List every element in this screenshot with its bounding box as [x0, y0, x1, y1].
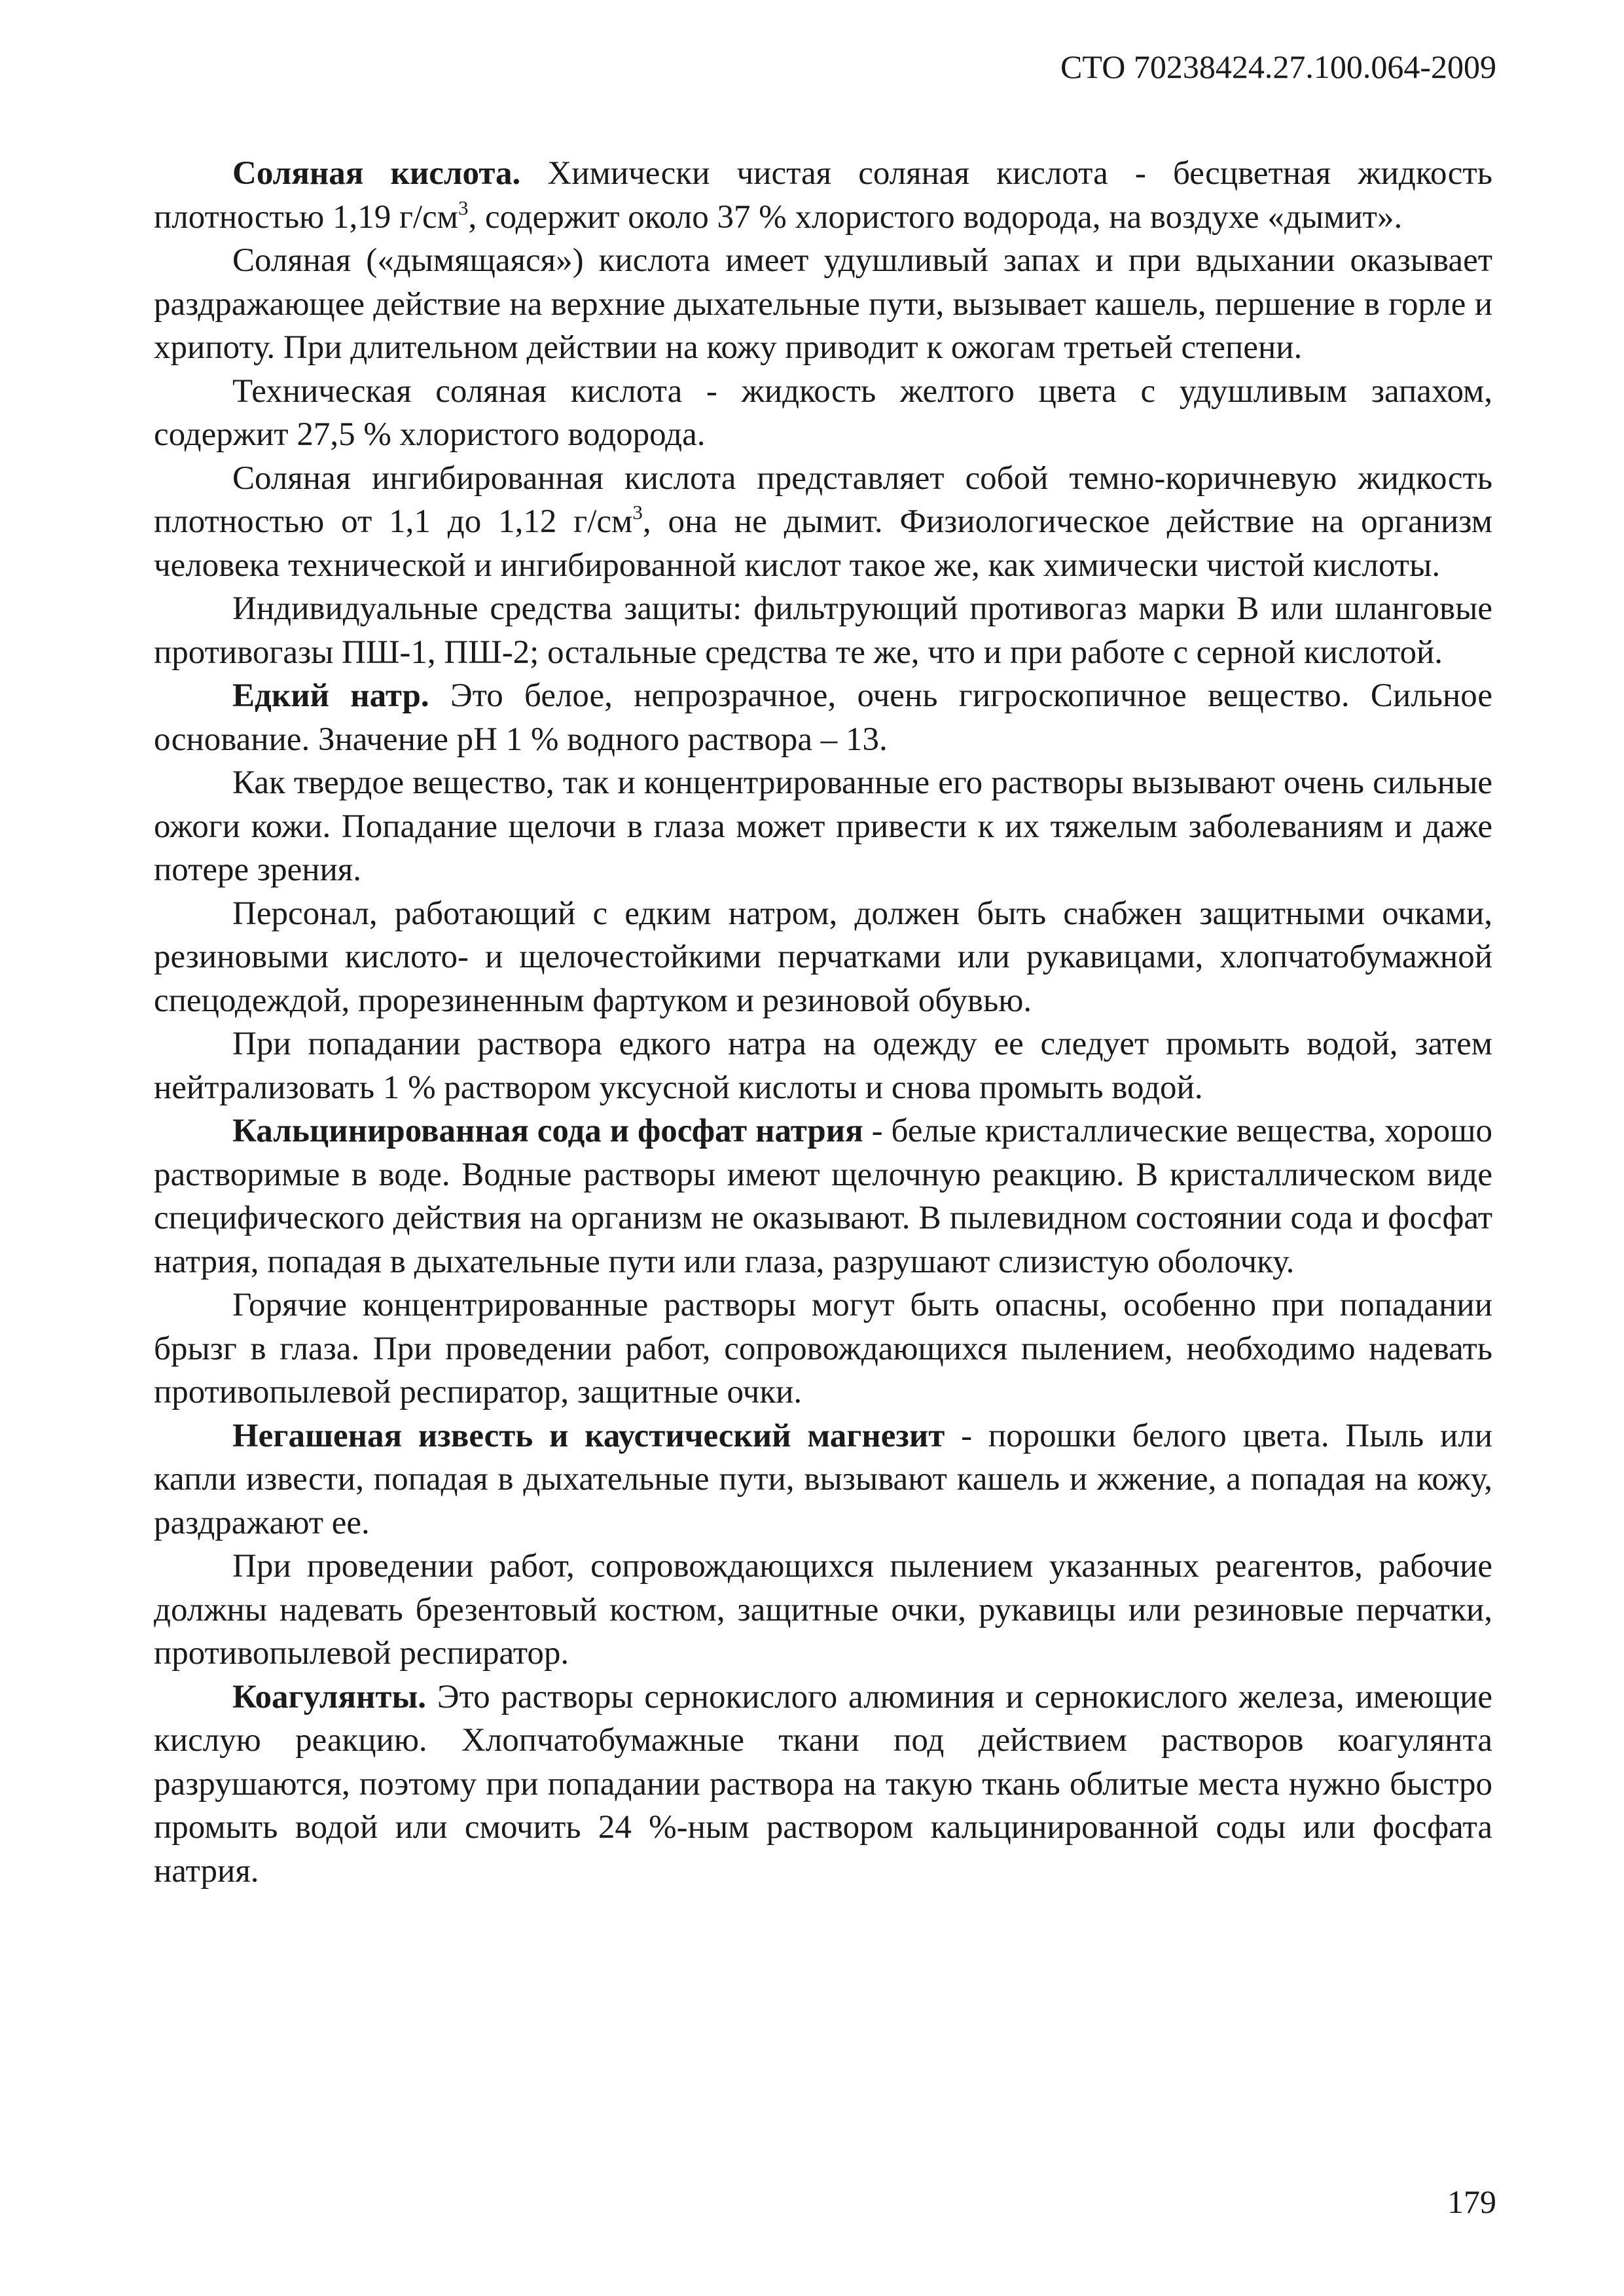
paragraph-text: Индивидуальные средства защиты: фильтрующий противогаз марки В или шланговые противогазы ПШ-1, ПШ-2; остальные средства те же, что и при работе с серной кислотой.	[154, 590, 1492, 671]
paragraph-fuming-acid	[154, 239, 1492, 370]
paragraph-text: Это белое, непрозрачное, очень гигроскопичное вещество. Сильное основание. Значение pH 1 % водного раствора – 13.	[154, 677, 1492, 758]
document-code: СТО 70238424.27.100.064-2009	[1060, 48, 1496, 85]
term-heading: Негашеная известь и каустический магнезит	[232, 1417, 945, 1454]
paragraph-technical-acid	[154, 370, 1492, 457]
paragraph-text: Техническая соляная кислота - жидкость желтого цвета с удушливым запахом, содержит 27,5 % хлористого водорода.	[154, 372, 1492, 453]
paragraph-caustic-burns	[154, 761, 1492, 892]
paragraph-protection-means	[154, 587, 1492, 674]
superscript: 3	[458, 196, 469, 219]
paragraph-coagulants	[154, 1676, 1492, 1893]
paragraph-hot-solutions	[154, 1283, 1492, 1414]
page-body	[154, 152, 1492, 1893]
paragraph-text: Как твердое вещество, так и концентрированные его растворы вызывают очень сильные ожоги кожи. Попадание щелочи в глаза может привести к их тяжелым заболеваниям и даже потере зрения.	[154, 764, 1492, 888]
paragraph-personnel-equipment	[154, 892, 1492, 1023]
paragraph-text: Персонал, работающий с едким натром, должен быть снабжен защитными очками, резиновыми кислото- и щелочестойкими перчатками или рукавицами, хлопчатобумажной спецодеждой, прорезиненным фартуком и резиновой обувью.	[154, 895, 1492, 1019]
paragraph-text: Это растворы сернокислого алюминия и сернокислого железа, имеющие кислую реакцию. Хлопчатобумажные ткани под действием растворов коагулянта разрушаются, поэтому при попадании раствора на такую ткань облитые места нужно быстро промыть водой или смочить 24 %-ным раствором кальцинированной соды или фосфата натрия.	[154, 1678, 1492, 1890]
term-heading: Кальцинированная сода и фосфат натрия	[232, 1113, 863, 1149]
paragraph-text: При попадании раствора едкого натра на одежду ее следует промыть водой, затем нейтрализовать 1 % раствором уксусной кислоты и снова промыть водой.	[154, 1026, 1492, 1106]
page-number: 179	[1447, 2183, 1496, 2220]
paragraph-caustic-soda	[154, 674, 1492, 761]
paragraph-text: Соляная ингибированная кислота представляет собой темно-коричневую жидкость плотностью от 1,1 до 1,12 г/см	[154, 459, 1492, 540]
term-heading: Едкий натр.	[232, 677, 429, 714]
paragraph-hydrochloric-acid	[154, 152, 1492, 239]
paragraph-soda-phosphate	[154, 1109, 1492, 1283]
superscript: 3	[632, 501, 643, 524]
paragraph-text: Химически чистая соляная кислота - бесцветная жидкость плотностью 1,19 г/см	[154, 155, 1492, 236]
paragraph-lime-magnesite	[154, 1414, 1492, 1545]
term-heading: Коагулянты.	[232, 1678, 427, 1715]
paragraph-text-continued: , содержит около 37 % хлористого водорода, на воздухе «дымит».	[468, 198, 1403, 236]
paragraph-clothing-neutralization	[154, 1022, 1492, 1109]
paragraph-text: Горячие концентрированные растворы могут быть опасны, особенно при попадании брызг в глаза. При проведении работ, сопровождающихся пылением, необходимо надевать противопылевой респиратор, защитные очки.	[154, 1287, 1492, 1410]
paragraph-text: При проведении работ, сопровождающихся пылением указанных реагентов, рабочие должны надевать брезентовый костюм, защитные очки, рукавицы или резиновые перчатки, противопылевой респиратор.	[154, 1548, 1492, 1672]
paragraph-text: Соляная («дымящаяся») кислота имеет удушливый запах и при вдыхании оказывает раздражающее действие на верхние дыхательные пути, вызывает кашель, першение в горле и хрипоту. При длительном действии на кожу приводит к ожогам третьей степени.	[154, 242, 1492, 366]
paragraph-text-continued: , она не дымит. Физиологическое действие на организм человека технической и ингибированной кислот такое же, как химически чистой кислоты.	[154, 503, 1492, 584]
term-heading: Соляная кислота.	[232, 155, 521, 192]
paragraph-dust-protection	[154, 1545, 1492, 1676]
paragraph-inhibited-acid	[154, 457, 1492, 588]
paragraph-text: - порошки белого цвета. Пыль или капли извести, попадая в дыхательные пути, вызывают кашель и жжение, а попадая на кожу, раздражают ее.	[154, 1417, 1492, 1541]
paragraph-text: - белые кристаллические вещества, хорошо растворимые в воде. Водные растворы имеют щелочную реакцию. В кристаллическом виде специфического действия на организм не оказывают. В пылевидном состоянии сода и фосфат натрия, попадая в дыхательные пути или глаза, разрушают слизистую оболочку.	[154, 1113, 1492, 1280]
